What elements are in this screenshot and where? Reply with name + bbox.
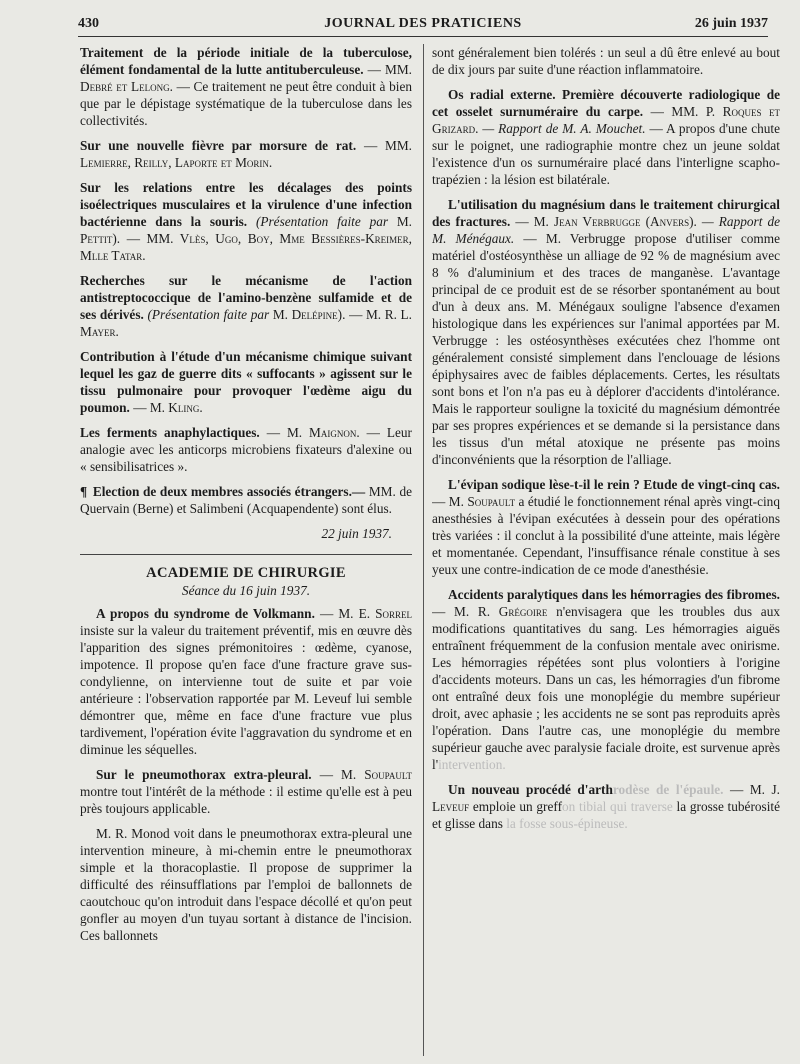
article-gaz-de-guerre <box>80 348 412 416</box>
article-authors: — MM. P. Roques et Grizard. <box>432 104 780 136</box>
section-title-academie: ACADEMIE DE CHIRURGIE <box>146 565 346 581</box>
article-authors: — MM. Vlès, Ugo, Boy, Mme Bessières-Kreimer, Mlle Tatar. <box>80 231 412 263</box>
article-report: — Rapport de M. A. Mouchet. <box>482 121 646 136</box>
article-text-faded: on tibial qui traverse <box>562 799 673 814</box>
article-os-radial <box>432 86 780 188</box>
article-report: — Rapport de M. Ménégaux. <box>432 214 780 246</box>
article-continuation <box>432 44 780 78</box>
article-text: a étudié le fonctionnement rénal après vingt-cinq anesthésies à l'évipan exécutées à dessein pour des opérations très variées : il conclut à la possibilité d'une atteinte, mais légère et momentanée. Cependant, l'insuffisance rénale constitue à ses yeux une contre-indication de ce mode d'anesthésie. <box>432 494 780 577</box>
article-hemorragies <box>432 586 780 773</box>
article-authors: — M. Soupault <box>319 767 412 782</box>
article-text: — A propos d'une chute sur le poignet, une radiographie montre chez un jeune soldat l'existence d'un os surnuméraire placé dans l'interligne scapho-trapézien : la lésion est bilatérale. <box>432 121 780 187</box>
article-text: — Leur analogie avec les anticorps microbiens fixateurs d'alexine ou « sensibilisatrices ». <box>80 425 412 474</box>
page-number: 430 <box>78 16 99 31</box>
article-authors: — M. Jean Verbrugge (Anvers). <box>515 214 697 229</box>
page-header <box>78 12 768 37</box>
article-text: emploie un greff <box>472 799 562 814</box>
article-title: Traitement de la période initiale de la tuberculose, élément fondamental de la lutte antituberculeuse. <box>80 45 412 77</box>
article-title: Election de deux membres associés étrangers.— <box>92 484 366 499</box>
article-authors: — MM. Debré et Lelong. <box>80 62 412 94</box>
journal-title: JOURNAL DES PRATICIENS <box>324 16 522 31</box>
article-authors: — M. Maignon. <box>266 425 360 440</box>
article-authors: — M. R. L. Mayer. <box>80 307 412 339</box>
article-text: — M. Verbrugge propose d'utiliser comme matériel d'ostéosynthèse un alliage de 92 % de magnésium avec 8 % d'aluminium et des traces de manganèse. L'avantage principal de ce produit est de se résorber spontanément au bout d'un à deux ans. M. Ménégaux souligne l'absence d'examen histologique dans les expériences sur l'animal apportées par M. Verbrugge : les ostéosynthèses exécutées chez l'homme ont généralement consisté simplement dans l'enclouage de lésions épiphysaires avec de faibles déplacements. Certes, les résultats sont bons et l'on n'a pas eu à déplorer d'accidents d'intolérance. Mais le rapporteur souligne la toxicité du magnésium démontrée par ses propres expériences et se demande si la persistance dans les tissus d'un métal atoxique ne présente pas moins d'inconvénients que la résorption de l'alliage. <box>432 231 780 467</box>
article-presenter: M. Pettit). <box>80 214 412 246</box>
article-tuberculose <box>80 44 412 129</box>
article-fievre-rat <box>80 137 412 171</box>
article-text: sont généralement bien tolérés : un seul a dû être enlevé au bout de dix jours par suite d'une réaction inflammatoire. <box>432 45 780 77</box>
article-title: Sur le pneumothorax extra-pleural. <box>96 767 312 782</box>
article-title: Accidents paralytiques dans les hémorragies des fibromes. <box>448 587 780 602</box>
article-text-faded: intervention. <box>438 757 506 772</box>
article-text: insiste sur la valeur du traitement préventif, mis en œuvre dès l'apparition des signes prémonitoires : œdème, cyanose, impotence. Il propose qu'en face d'une fracture grave sus-condylienne, on intervienne tout de suite et par voie antérieure : l'observation rapportée par M. Leveuf lui semble démontrer que, même en face d'une fracture vue plus tardivement, l'opération évite l'aggravation du syndrome et en diminue les séquelles. <box>80 623 412 757</box>
right-column <box>432 44 780 1056</box>
article-text: la grosse tubérosité et glisse dans <box>432 799 780 831</box>
article-title: L'évipan sodique lèse-t-il le rein ? Etude de vingt-cinq cas. <box>448 477 780 492</box>
article-ferments <box>80 424 412 475</box>
article-presentation: (Présentation faite par <box>147 307 270 322</box>
article-text: montre tout l'intérêt de la méthode : il estime qu'elle est à peu près toujours applicable. <box>80 784 412 816</box>
article-title: Sur les relations entre les décalages des points isoélectriques musculaires et la virulence d'une infection bactérienne dans la souris. <box>80 180 412 229</box>
article-election <box>80 483 412 517</box>
article-monod <box>80 825 412 944</box>
article-evipan <box>432 476 780 578</box>
article-antistreptococcique <box>80 272 412 340</box>
article-authors: — M. Soupault <box>432 494 516 509</box>
article-authors: — M. E. Sorrel <box>319 606 412 621</box>
article-authors: — M. Kling. <box>133 400 203 415</box>
article-points-isoelectriques <box>80 179 412 264</box>
article-title: Os radial externe. Première découverte radiologique de cet osselet surnuméraire du carpe. <box>432 87 780 119</box>
article-pneumothorax <box>80 766 412 817</box>
column-divider <box>423 44 424 1056</box>
article-title: L'utilisation du magnésium dans le traitement chirurgical des fractures. <box>432 197 780 229</box>
article-authors: — M. J. Leveuf <box>432 782 780 814</box>
left-column <box>80 44 412 1056</box>
article-title: Sur une nouvelle fièvre par morsure de rat. <box>80 138 357 153</box>
article-presenter: M. Delépine). <box>272 307 346 322</box>
article-title-faded: rodèse de l'épaule. <box>612 782 724 797</box>
article-text: — Ce traitement ne peut être conduit à bien que par le dépistage systématique de la tuberculose dans les collectivités. <box>80 79 412 128</box>
article-title: Recherches sur le mécanisme de l'action antistreptococcique de l'amino-benzène sulfamide et de ses dérivés. <box>80 273 412 322</box>
pilcrow-icon: ¶ <box>80 484 88 499</box>
section-rule <box>80 554 412 555</box>
article-text: n'envisagera que les troubles dus aux modifications quantitatives du sang. Les hémorragies aiguës entraînent fréquemment de la confusion mentale avec onirisme. Les hémorragies répétées sont plus volontiers à l'origine d'accidents moteurs. Dans un cas, les hémorragies d'un fibrome ont entraîné deux fois une monoplégie du membre supérieur droit, avec aphasie ; les accidents ne se sont pas reproduits après l'opération. Dans l'autre cas, une monoplégie du membre supérieur gauche avec paralysie faciale droite, est survenue après l' <box>432 604 780 772</box>
article-title: Les ferments anaphylactiques. <box>80 425 260 440</box>
article-authors: — M. R. Grégoire <box>432 604 548 619</box>
article-presentation: (Présentation faite par <box>255 214 389 229</box>
article-title: Un nouveau procédé d'arth <box>448 782 613 797</box>
article-authors: — MM. Lemierre, Reilly, Laporte et Morin. <box>80 138 412 170</box>
article-arthrodese <box>432 781 780 832</box>
article-text: MM. de Quervain (Berne) et Salimbeni (Acquapendente) sont élus. <box>80 484 412 516</box>
article-magnesium <box>432 196 780 468</box>
article-title: A propos du syndrome de Volkmann. <box>96 606 315 621</box>
seance-date: Séance du 16 juin 1937. <box>181 583 311 598</box>
dateline: 22 juin 1937. <box>321 526 392 541</box>
article-text-faded: la fosse sous-épineuse. <box>506 816 628 831</box>
article-volkmann <box>80 605 412 758</box>
article-title: Contribution à l'étude d'un mécanisme chimique suivant lequel les gaz de guerre dits « suffocants » agissent sur le tissu pulmonaire pour provoquer l'œdème aigu du poumon. <box>80 349 412 415</box>
issue-date: 26 juin 1937 <box>694 16 768 31</box>
article-text: M. R. Monod voit dans le pneumothorax extra-pleural une intervention mineure, à mi-chemin entre le pneumothorax simple et la thoracoplastie. Il propose de supprimer la difficulté des réinsufflations par l'emploi de ballonnets de caoutchouc qu'on introduit dans l'espace décollé et qu'on peut gonfler au moyen d'un tuyau sortant à distance de l'incision. Ces ballonnets <box>80 826 412 943</box>
